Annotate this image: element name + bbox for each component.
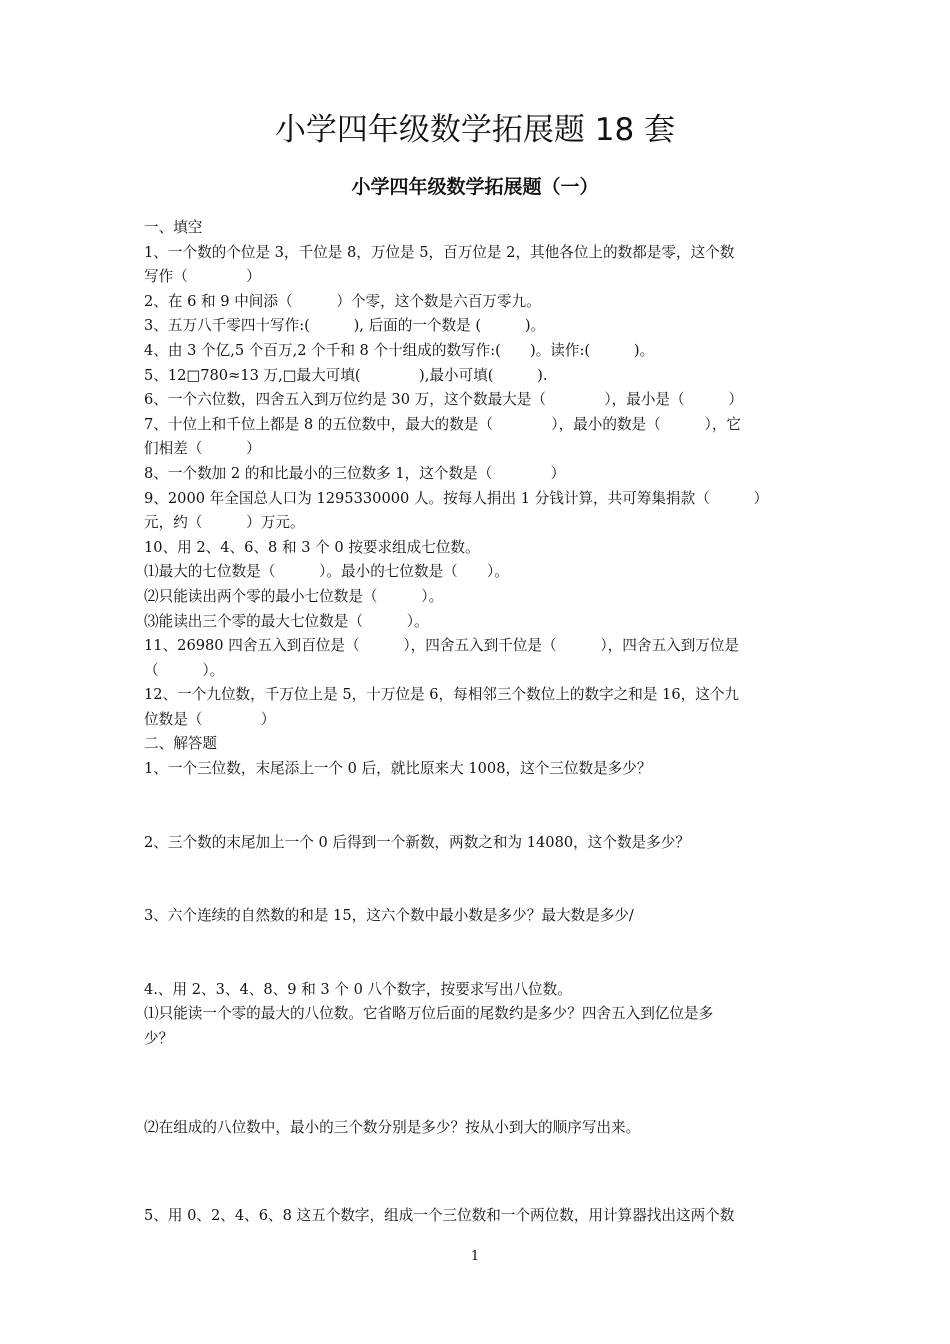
section-heading-fill: 一、填空 bbox=[144, 219, 203, 236]
question-3: 3、六个连续的自然数的和是 15，这六个数中最小数是多少？最大数是多少/ bbox=[144, 907, 634, 925]
document-title: 小学四年级数学拓展题 18 套 bbox=[274, 112, 676, 148]
fill-line: 3、五万八千零四十写作:( ), 后面的一个数是 ( )。 bbox=[144, 317, 546, 335]
fill-line: 4、由 3 个亿,5 个百万,2 个千和 8 个十组成的数写作:( )。读作:( )。 bbox=[144, 341, 655, 359]
question-4-part-1: ⑴只能读一个零的最大的八位数。它省略万位后面的尾数约是多少？四舍五入到亿位是多 bbox=[144, 1005, 714, 1023]
fill-line: 2、在 6 和 9 中间添（ ）个零，这个数是六百万零九。 bbox=[144, 292, 541, 310]
fill-line: 9、2000 年全国总人口为 1295330000 人。按每人捐出 1 分钱计算，共可筹集捐款（ ） bbox=[144, 489, 769, 507]
fill-line: 写作（ ） bbox=[144, 268, 261, 286]
page-number: 1 bbox=[470, 1249, 480, 1264]
fill-line: 们相差（ ） bbox=[144, 440, 261, 458]
fill-line: 5、12□780≈13 万,□最大可填( ),最小可填( ). bbox=[144, 366, 548, 384]
fill-line: 元，约（ ）万元。 bbox=[144, 514, 305, 532]
fill-line: 位数是（ ） bbox=[144, 710, 276, 728]
fill-line: 7、十位上和千位上都是 8 的五位数中，最大的数是（ ），最小的数是（ ），它 bbox=[144, 415, 742, 433]
fill-line: 11、26980 四舍五入到百位是（ ），四舍五入到千位是（ ），四舍五入到万位是 bbox=[144, 637, 740, 655]
section-heading-answer: 二、解答题 bbox=[144, 735, 217, 753]
fill-line: ⑶能读出三个零的最大七位数是（ ）。 bbox=[144, 612, 429, 630]
fill-line: 6、一个六位数，四舍五入到万位约是 30 万，这个数最大是（ ），最小是（ ） bbox=[144, 391, 743, 409]
answer-space bbox=[144, 782, 810, 831]
answer-space bbox=[144, 1140, 810, 1204]
fill-line: 8、一个数加 2 的和比最小的三位数多 1，这个数是（ ） bbox=[144, 464, 566, 482]
answer-space bbox=[144, 1052, 810, 1116]
question-4-part-1-cont: 少？ bbox=[144, 1030, 174, 1048]
fill-line: ⑵只能读出两个零的最小七位数是（ ）。 bbox=[144, 587, 444, 605]
document-subtitle: 小学四年级数学拓展题（一） bbox=[351, 176, 599, 198]
fill-line: 1、一个数的个位是 3，千位是 8，万位是 5，百万位是 2，其他各位上的数都是零，这个数 bbox=[144, 243, 735, 261]
question-5: 5、用 0、2、4、6、8 这五个数字，组成一个三位数和一个两位数，用计算器找出这两个数 bbox=[144, 1207, 735, 1225]
answer-space bbox=[144, 855, 810, 904]
question-4-part-2: ⑵在组成的八位数中，最小的三个数分别是多少？按从小到大的顺序写出来。 bbox=[144, 1118, 641, 1136]
answer-space bbox=[144, 929, 810, 978]
fill-line: 12、一个九位数，千万位上是 5，十万位是 6，每相邻三个数位上的数字之和是 16，这个九 bbox=[144, 686, 740, 704]
question-1: 1、一个三位数，末尾添上一个 0 后，就比原来大 1008，这个三位数是多少？ bbox=[144, 760, 652, 778]
question-4: 4.、用 2、3、4、8、9 和 3 个 0 八个数字，按要求写出八位数。 bbox=[144, 980, 572, 998]
document-body bbox=[144, 216, 810, 1229]
fill-line: ⑴最大的七位数是（ ）。最小的七位数是（ ）。 bbox=[144, 563, 509, 581]
fill-line: 10、用 2、4、6、8 和 3 个 0 按要求组成七位数。 bbox=[144, 538, 480, 556]
fill-line: （ ）。 bbox=[144, 661, 225, 679]
question-2: 2、三个数的末尾加上一个 0 后得到一个新数，两数之和为 14080，这个数是多少？ bbox=[144, 833, 690, 851]
